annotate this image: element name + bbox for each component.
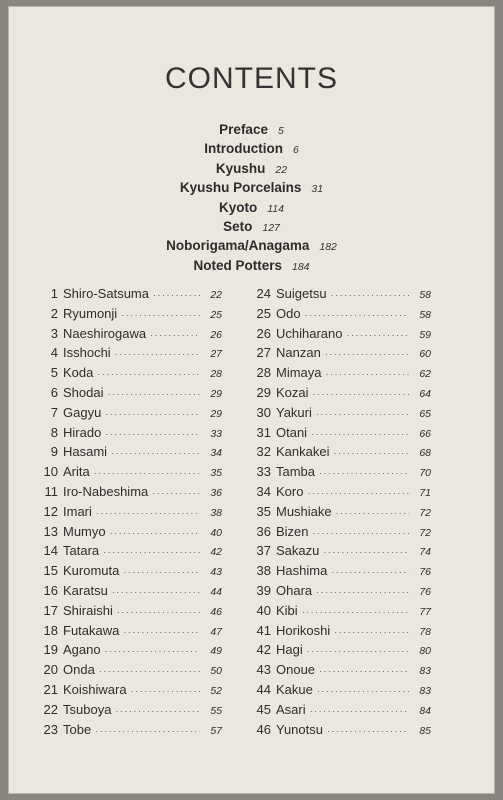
kiln-entry <box>251 363 431 383</box>
dot-leader <box>331 563 409 583</box>
dot-leader <box>327 722 409 742</box>
chapter-entry <box>0 256 503 275</box>
entry-name: Asari <box>276 701 306 717</box>
entry-name: Imari <box>63 503 92 519</box>
entry-page-number: 83 <box>419 665 431 678</box>
entry-number: 18 <box>43 622 58 638</box>
entry-number: 37 <box>256 543 271 559</box>
entry-name: Tobe <box>63 721 92 737</box>
entry-number: 31 <box>256 424 271 440</box>
dot-leader <box>115 345 200 365</box>
entry-name: Gagyu <box>63 404 102 420</box>
kiln-entry <box>251 442 431 462</box>
entry-page-number: 65 <box>419 407 431 420</box>
entry-number: 26 <box>256 325 271 341</box>
entry-page-number: 77 <box>419 605 431 618</box>
dot-leader <box>150 326 200 346</box>
kiln-entry <box>36 720 222 740</box>
chapter-entry <box>0 159 503 178</box>
entry-name: Odo <box>276 305 301 321</box>
entry-page-number: 52 <box>210 684 222 697</box>
kiln-entry <box>36 700 222 720</box>
entry-number: 4 <box>50 345 58 361</box>
entry-number: 12 <box>43 503 58 519</box>
kiln-list-right <box>251 284 431 739</box>
kiln-entry <box>36 522 222 542</box>
kiln-list-left <box>36 284 222 739</box>
entry-number: 28 <box>256 365 271 381</box>
chapter-page-number: 127 <box>262 221 280 234</box>
entry-name: Koro <box>276 483 304 499</box>
dot-leader <box>107 385 200 405</box>
kiln-entry <box>36 423 222 443</box>
entry-name: Shiraishi <box>63 602 113 618</box>
kiln-entry <box>36 324 222 344</box>
entry-page-number: 59 <box>419 328 431 341</box>
entry-page-number: 55 <box>210 704 222 717</box>
entry-name: Ryumonji <box>63 305 118 321</box>
chapter-title: Noborigama/Anagama <box>166 238 310 254</box>
entry-page-number: 33 <box>210 427 222 440</box>
kiln-entry <box>36 284 222 304</box>
entry-page-number: 78 <box>419 625 431 638</box>
entry-page-number: 74 <box>419 546 431 559</box>
dot-leader <box>326 365 409 385</box>
entry-name: Kuromuta <box>63 563 120 579</box>
entry-number: 13 <box>43 523 58 539</box>
entry-page-number: 29 <box>210 387 222 400</box>
chapter-page-number: 5 <box>277 125 284 137</box>
dot-leader <box>112 583 200 603</box>
dot-leader <box>115 702 200 722</box>
dot-leader <box>316 583 409 603</box>
entry-number: 30 <box>256 404 271 420</box>
kiln-entry <box>36 561 222 581</box>
kiln-entry <box>36 640 222 660</box>
kiln-entry <box>251 561 431 581</box>
chapter-title: Kyushu <box>215 160 266 176</box>
kiln-entry <box>251 621 431 641</box>
dot-leader <box>153 286 200 306</box>
entry-page-number: 58 <box>419 308 431 321</box>
entry-page-number: 72 <box>419 506 431 519</box>
entry-name: Mumyo <box>63 523 106 539</box>
entry-name: Koda <box>63 365 94 381</box>
kiln-entry <box>36 383 222 403</box>
entry-number: 5 <box>50 365 58 381</box>
entry-number: 25 <box>256 305 271 321</box>
entry-name: Yunotsu <box>276 721 323 737</box>
entry-name: Kakue <box>276 681 313 697</box>
entry-name: Otani <box>276 424 308 440</box>
entry-name: Ohara <box>276 582 313 598</box>
entry-number: 2 <box>50 305 58 321</box>
entry-page-number: 71 <box>419 486 431 499</box>
chapter-title: Preface <box>219 122 268 137</box>
kiln-entry <box>251 284 431 304</box>
kiln-entry <box>251 640 431 660</box>
kiln-entry <box>251 383 431 403</box>
dot-leader <box>319 464 409 484</box>
kiln-entry <box>251 502 431 522</box>
kiln-entry <box>251 522 431 542</box>
chapter-page-number: 114 <box>267 202 284 215</box>
entry-name: Futakawa <box>63 622 120 638</box>
entry-name: Bizen <box>276 523 309 539</box>
entry-name: Kibi <box>276 602 298 618</box>
dot-leader <box>347 326 410 346</box>
dot-leader <box>117 603 200 623</box>
entry-number: 44 <box>256 681 271 697</box>
chapter-entry <box>0 217 503 236</box>
entry-name: Tatara <box>63 543 100 559</box>
entry-name: Kozai <box>276 384 309 400</box>
entry-number: 10 <box>43 464 58 480</box>
entry-number: 20 <box>43 662 58 678</box>
entry-number: 1 <box>50 286 58 301</box>
kiln-entry <box>36 502 222 522</box>
dot-leader <box>97 365 200 385</box>
chapter-title: Kyushu Porcelains <box>179 180 302 196</box>
kiln-entry <box>36 462 222 482</box>
entry-name: Shiro-Satsuma <box>63 286 149 301</box>
kiln-entry <box>251 403 431 423</box>
entry-number: 7 <box>50 404 58 420</box>
entry-number: 34 <box>256 483 271 499</box>
entry-name: Naeshirogawa <box>63 325 147 341</box>
chapter-page-number: 6 <box>292 144 299 157</box>
kiln-entry <box>251 324 431 344</box>
entry-page-number: 46 <box>210 605 222 618</box>
entry-number: 6 <box>50 384 58 400</box>
entry-page-number: 35 <box>210 467 222 480</box>
entry-name: Hasami <box>63 444 108 460</box>
kiln-entry <box>251 462 431 482</box>
entry-number: 24 <box>256 286 271 301</box>
kiln-entry <box>36 442 222 462</box>
kiln-entry <box>36 343 222 363</box>
kiln-entry <box>251 304 431 324</box>
chapter-list <box>0 120 503 275</box>
entry-page-number: 80 <box>419 645 431 658</box>
entry-number: 19 <box>43 642 58 658</box>
kiln-entry <box>251 482 431 502</box>
entry-page-number: 76 <box>419 566 431 579</box>
kiln-entry <box>251 720 431 740</box>
entry-name: Hashima <box>276 563 328 579</box>
chapter-title: Kyoto <box>219 199 258 215</box>
kiln-entry <box>36 581 222 601</box>
entry-name: Iro-Nabeshima <box>63 483 149 499</box>
kiln-entry <box>251 343 431 363</box>
dot-leader <box>96 504 200 524</box>
entry-number: 36 <box>256 523 271 539</box>
entry-name: Kankakei <box>276 444 330 460</box>
entry-page-number: 27 <box>210 348 222 361</box>
entry-page-number: 25 <box>210 308 222 321</box>
entry-number: 29 <box>256 384 271 400</box>
entry-number: 22 <box>43 701 58 717</box>
entry-name: Mushiake <box>276 503 332 519</box>
entry-page-number: 42 <box>210 546 222 559</box>
entry-page-number: 68 <box>419 447 431 460</box>
entry-page-number: 38 <box>210 506 222 519</box>
kiln-entry <box>36 482 222 502</box>
entry-page-number: 66 <box>419 427 431 440</box>
entry-number: 33 <box>256 464 271 480</box>
dot-leader <box>105 405 200 425</box>
entry-number: 39 <box>256 582 271 598</box>
dot-leader <box>123 563 200 583</box>
entry-number: 35 <box>256 503 271 519</box>
entry-page-number: 85 <box>419 724 431 737</box>
entry-page-number: 43 <box>210 566 222 579</box>
kiln-entry <box>36 304 222 324</box>
entry-number: 43 <box>256 662 271 678</box>
chapter-entry <box>0 236 503 255</box>
dot-leader <box>105 642 200 662</box>
entry-number: 17 <box>43 602 58 618</box>
chapter-title: Noted Potters <box>193 257 282 273</box>
dot-leader <box>317 682 409 702</box>
contents-title: CONTENTS <box>165 62 338 95</box>
entry-page-number: 28 <box>210 368 222 381</box>
entry-name: Uchiharano <box>276 325 343 341</box>
kiln-entry <box>251 700 431 720</box>
entry-number: 23 <box>43 721 58 737</box>
entry-name: Isshochi <box>63 345 111 361</box>
entry-page-number: 22 <box>210 289 222 301</box>
entry-number: 9 <box>50 444 58 460</box>
entry-page-number: 44 <box>210 585 222 598</box>
chapter-entry <box>0 198 503 217</box>
kiln-entry <box>251 601 431 621</box>
entry-number: 3 <box>50 325 58 341</box>
chapter-entry <box>0 120 503 139</box>
entry-number: 11 <box>44 483 58 499</box>
chapter-page-number: 22 <box>275 163 288 176</box>
dot-leader <box>323 543 409 563</box>
entry-number: 14 <box>43 543 58 559</box>
entry-page-number: 76 <box>419 585 431 598</box>
entry-page-number: 34 <box>210 447 222 460</box>
dot-leader <box>313 385 409 405</box>
dot-leader <box>111 444 200 464</box>
entry-name: Hagi <box>276 642 303 658</box>
kiln-entry <box>36 660 222 680</box>
chapter-entry <box>0 139 503 158</box>
entry-number: 38 <box>256 563 271 579</box>
dot-leader <box>331 286 409 306</box>
kiln-entry <box>36 621 222 641</box>
entry-name: Onoue <box>276 662 316 678</box>
entry-page-number: 84 <box>419 704 431 717</box>
entry-name: Onda <box>63 662 95 678</box>
entry-name: Mimaya <box>276 365 322 381</box>
entry-number: 27 <box>256 345 271 361</box>
kiln-entry <box>36 403 222 423</box>
entry-name: Karatsu <box>63 582 108 598</box>
entry-name: Tamba <box>276 464 316 480</box>
entry-name: Koishiwara <box>63 681 127 697</box>
kiln-entry <box>36 541 222 561</box>
dot-leader <box>333 444 409 464</box>
entry-page-number: 47 <box>210 625 222 638</box>
kiln-entry <box>251 541 431 561</box>
entry-name: Arita <box>63 464 90 480</box>
entry-number: 32 <box>256 444 271 460</box>
dot-leader <box>316 405 409 425</box>
entry-number: 15 <box>43 563 58 579</box>
dot-leader <box>105 425 200 445</box>
entry-number: 21 <box>43 681 58 697</box>
dot-leader <box>310 702 409 722</box>
entry-number: 40 <box>256 602 271 618</box>
entry-number: 45 <box>256 701 271 717</box>
entry-page-number: 72 <box>419 526 431 539</box>
chapter-page-number: 184 <box>291 260 310 273</box>
dot-leader <box>95 722 200 742</box>
dot-leader <box>152 484 200 504</box>
entry-page-number: 62 <box>419 368 431 381</box>
entry-number: 42 <box>256 642 271 658</box>
entry-page-number: 29 <box>210 407 222 420</box>
entry-page-number: 70 <box>419 467 431 480</box>
kiln-entry <box>36 601 222 621</box>
entry-name: Suigetsu <box>276 286 327 301</box>
chapter-entry <box>0 178 503 197</box>
dot-leader <box>336 504 409 524</box>
entry-name: Sakazu <box>276 543 320 559</box>
entry-name: Yakuri <box>276 404 312 420</box>
dot-leader <box>313 524 409 544</box>
chapter-page-number: 182 <box>319 241 337 254</box>
entry-name: Nanzan <box>276 345 321 361</box>
entry-page-number: 49 <box>210 645 222 658</box>
kiln-entry <box>251 660 431 680</box>
entry-page-number: 36 <box>210 486 222 499</box>
kiln-entry <box>251 423 431 443</box>
kiln-entry <box>251 581 431 601</box>
kiln-entry <box>251 680 431 700</box>
entry-page-number: 26 <box>210 328 222 341</box>
dot-leader <box>307 642 409 662</box>
entry-name: Agano <box>63 642 101 658</box>
dot-leader <box>319 662 409 682</box>
entry-page-number: 58 <box>419 289 431 301</box>
entry-number: 8 <box>50 424 58 440</box>
dot-leader <box>110 524 200 544</box>
entry-name: Hirado <box>63 424 102 440</box>
dot-leader <box>334 623 409 643</box>
entry-number: 41 <box>256 622 271 638</box>
entry-page-number: 60 <box>419 348 431 361</box>
dot-leader <box>123 623 200 643</box>
entry-page-number: 50 <box>210 665 222 678</box>
chapter-title: Seto <box>223 218 253 234</box>
entry-number: 16 <box>43 582 58 598</box>
entry-page-number: 64 <box>419 387 431 400</box>
chapter-title: Introduction <box>204 141 283 157</box>
dot-leader <box>325 345 409 365</box>
entry-page-number: 40 <box>210 526 222 539</box>
kiln-entry <box>36 680 222 700</box>
entry-name: Shodai <box>63 384 104 400</box>
kiln-entry <box>36 363 222 383</box>
chapter-page-number: 31 <box>311 183 324 196</box>
entry-page-number: 83 <box>419 684 431 697</box>
entry-number: 46 <box>256 721 271 737</box>
entry-page-number: 57 <box>210 724 222 737</box>
entry-name: Horikoshi <box>276 622 331 638</box>
dot-leader <box>131 682 200 702</box>
entry-name: Tsuboya <box>63 701 112 717</box>
